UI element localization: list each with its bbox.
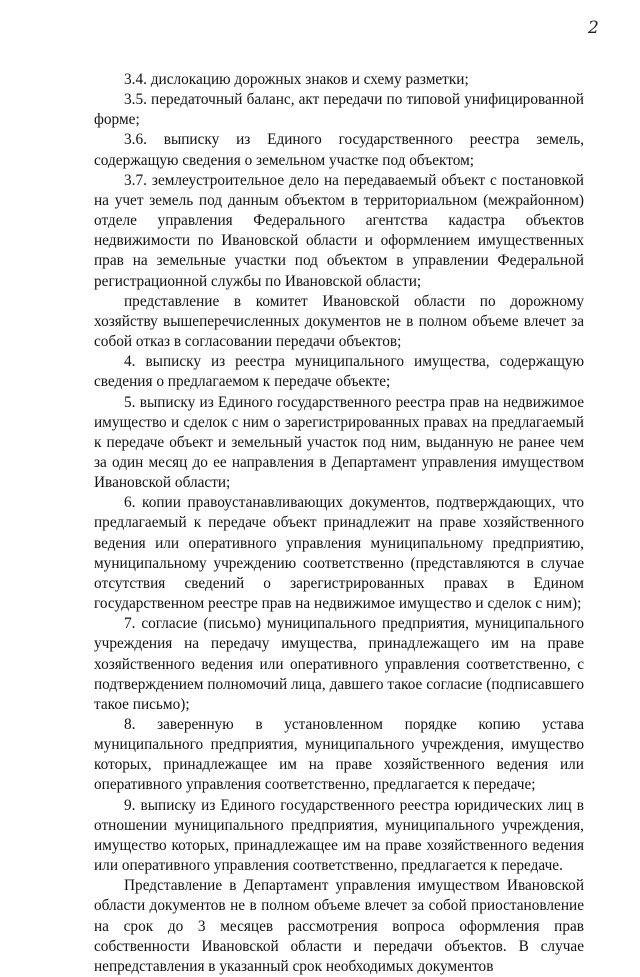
paragraph-9: 9. выписку из Единого государственного реестра юридических лиц в отношении муниципального предприятия, муниципального учреждения, имущество которых, принадлежащее им на праве хозяйственного ведения или оперативного управления соответственно, предлагается к передаче. [94, 796, 584, 875]
paragraph-3-5: 3.5. передаточный баланс, акт передачи по типовой унифицированной форме; [94, 91, 584, 129]
paragraph-4: 4. выписку из реестра муниципального имущества, содержащую сведения о предлагаемом к передаче объекте; [94, 353, 584, 391]
document-body [94, 70, 584, 977]
paragraph-7: 7. согласие (письмо) муниципального предприятия, муниципального учреждения на передачу имущества, принадлежащего им на праве хозяйственного ведения или оперативного управления соответственно, с подтверждением полномочий лица, давшего такое согласие (подписавшего такое письмо); [94, 615, 584, 713]
paragraph-8: 8. заверенную в установленном порядке копию устава муниципального предприятия, муниципального учреждения, имущество которых, принадлежащее им на праве хозяйственного ведения или оперативного управления соответственно, предлагается к передаче; [94, 716, 584, 794]
paragraph-department: Представление в Департамент управления имуществом Ивановской области документов не в полном объеме влечет за собой приостановление на срок до 3 месяцев рассмотрения вопроса оформления прав собственности Ивановской области и передачи объектов. В случае непредставления в указанный срок необходимых документов [94, 877, 584, 975]
paragraph-road-committee: представление в комитет Ивановской области по дорожному хозяйству вышеперечисленных документов не в полном объеме влечет за собой отказ в согласовании передачи объектов; [94, 292, 584, 351]
paragraph-3-7: 3.7. землеустроительное дело на передаваемый объект с постановкой на учет земель под данным объектом в территориальном (межрайонном) отделе управления Федерального агентства кадастра объектов недвижимости по Ивановской области и оформлением имущественных прав на земельные участки под объектом в управлении Федеральной регистрационной службы по Ивановской области; [94, 171, 584, 290]
paragraph-3-4: 3.4. дислокацию дорожных знаков и схему разметки; [124, 71, 469, 88]
paragraph-3-6: 3.6. выписку из Единого государственного реестра земель, содержащую сведения о земельном участке под объектом; [94, 131, 584, 169]
page-number: 2 [588, 18, 599, 38]
paragraph-5: 5. выписку из Единого государственного реестра прав на недвижимое имущество и сделок с ним о зарегистрированных правах на предлагаемый к передаче объект и земельный участок под ним, выданную не ранее чем за один месяц до ее направления в Департамент управления имуществом Ивановской области; [94, 393, 584, 492]
paragraph-6: 6. копии правоустанавливающих документов, подтверждающих, что предлагаемый к передаче объект принадлежит на праве хозяйственного ведения или оперативного управления муниципальному предприятию, муниципальному учреждению соответственно (представляются в случае отсутствия сведений о зарегистрированных правах в Едином государственном реестре прав на недвижимое имущество и сделок с ним); [94, 494, 584, 613]
